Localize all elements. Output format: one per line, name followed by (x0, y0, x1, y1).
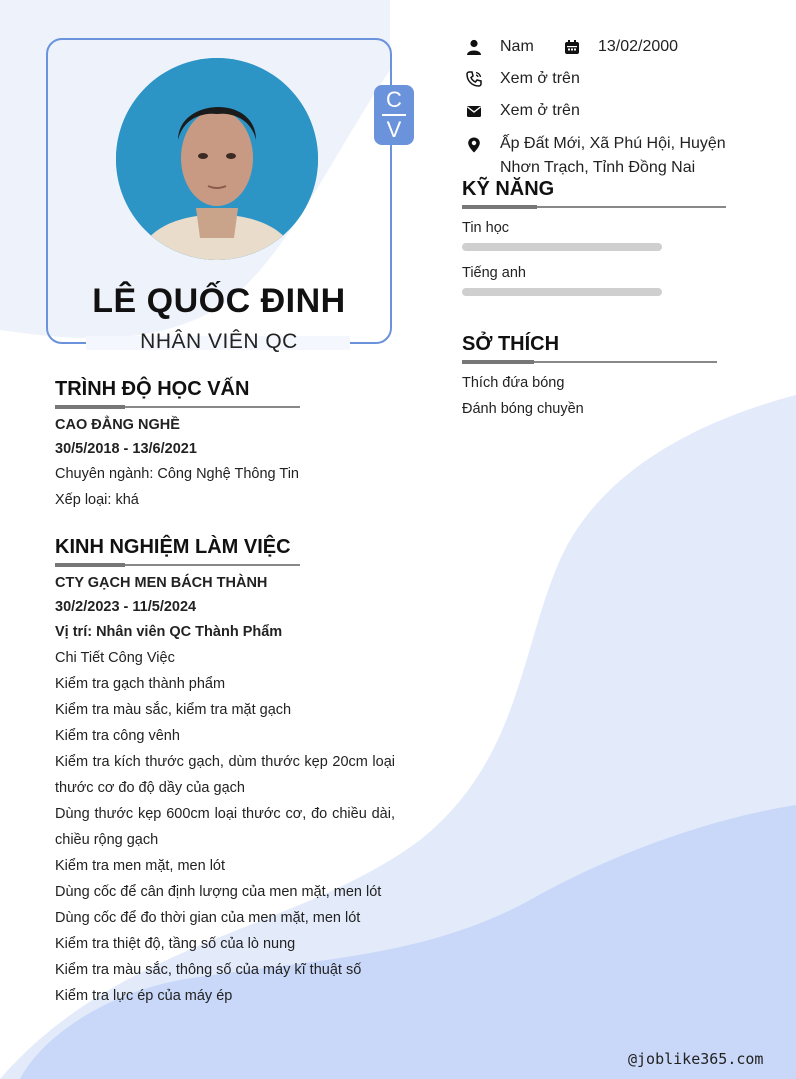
address-value (500, 134, 726, 180)
gender-value: Nam (500, 38, 534, 55)
hobbies-underline (462, 361, 717, 363)
email-value: Xem ở trên (500, 102, 580, 119)
calendar-icon (564, 39, 580, 55)
job-title: NHÂN VIÊN QC (140, 330, 298, 353)
watermark: @joblike365.com (628, 1050, 764, 1068)
experience-task: Dùng thước kẹp 600cm loại thước cơ, đo chiều dài, chiều rộng gạch (55, 806, 395, 848)
birthdate-value: 13/02/2000 (598, 38, 679, 55)
experience-task: Kiểm tra men mặt, men lót (55, 858, 226, 874)
education-major: Chuyên ngành: Công Nghệ Thông Tin (55, 466, 299, 482)
full-name: LÊ QUỐC ĐINH (92, 282, 346, 320)
experience-task: Kiểm tra thiệt độ, tầng số của lò nung (55, 936, 296, 952)
education-school: CAO ĐẲNG NGHỀ (55, 417, 180, 433)
skills-underline (462, 206, 726, 208)
education-period: 30/5/2018 - 13/6/2021 (55, 441, 197, 457)
location-pin-icon (466, 137, 482, 153)
phone-value: Xem ở trên (500, 70, 580, 87)
experience-position: Vị trí: Nhân viên QC Thành Phẩm (55, 624, 283, 640)
skill-label-tin-hoc: Tin học (462, 220, 510, 236)
skill-label-tieng-anh: Tiếng anh (462, 265, 526, 281)
phone-icon (466, 71, 482, 87)
experience-task: Kiểm tra màu sắc, kiểm tra mặt gạch (55, 702, 292, 718)
education-grade: Xếp loại: khá (55, 492, 139, 508)
experience-task: Kiểm tra gạch thành phẩm (55, 676, 226, 692)
cv-badge (374, 85, 414, 145)
experience-task: Kiểm tra công vênh (55, 728, 180, 744)
experience-period: 30/2/2023 - 11/5/2024 (55, 599, 197, 615)
education-underline (55, 406, 300, 408)
skills-title: KỸ NĂNG (462, 178, 555, 200)
contact-address (466, 134, 726, 180)
experience-task: Kiểm tra lực ép của máy ép (55, 988, 233, 1004)
hobbies-title: SỞ THÍCH (462, 333, 560, 355)
avatar (116, 58, 318, 260)
experience-company: CTY GẠCH MEN BÁCH THÀNH (55, 575, 268, 591)
experience-task: Kiểm tra màu sắc, thông số của máy kĩ thuật số (55, 962, 362, 978)
avatar-photo-icon (116, 58, 318, 260)
experience-details (55, 645, 395, 1009)
cv-badge-bottom: V (386, 117, 402, 142)
experience-title: KINH NGHIỆM LÀM VIỆC (55, 536, 291, 558)
experience-task: Kiểm tra kích thước gạch, dùm thước kẹp 20cm loại thước cơ đo độ dầy của gạch (55, 754, 395, 796)
contact-email (466, 102, 580, 120)
address-line-1: Ấp Đất Mới, Xã Phú Hội, Huyện (500, 135, 726, 152)
cv-badge-top: C (386, 87, 402, 112)
experience-underline (55, 564, 300, 566)
email-icon (466, 103, 482, 119)
experience-details-heading: Chi Tiết Công Việc (55, 650, 175, 666)
address-line-2: Nhơn Trạch, Tỉnh Đồng Nai (500, 159, 696, 176)
hobby-item: Thích đứa bóng (462, 375, 565, 391)
skill-bar-tieng-anh (462, 288, 662, 296)
contact-gender-birth (466, 38, 678, 56)
skill-bar-tin-hoc (462, 243, 662, 251)
contact-phone (466, 70, 580, 88)
experience-task: Dùng cốc để đo thời gian của men mặt, men lót (55, 910, 361, 926)
hobby-item: Đánh bóng chuyền (462, 401, 584, 417)
user-icon (466, 39, 482, 55)
education-title: TRÌNH ĐỘ HỌC VẤN (55, 378, 250, 400)
cv-badge-divider (382, 114, 406, 116)
experience-task: Dùng cốc để cân định lượng của men mặt, men lót (55, 884, 382, 900)
